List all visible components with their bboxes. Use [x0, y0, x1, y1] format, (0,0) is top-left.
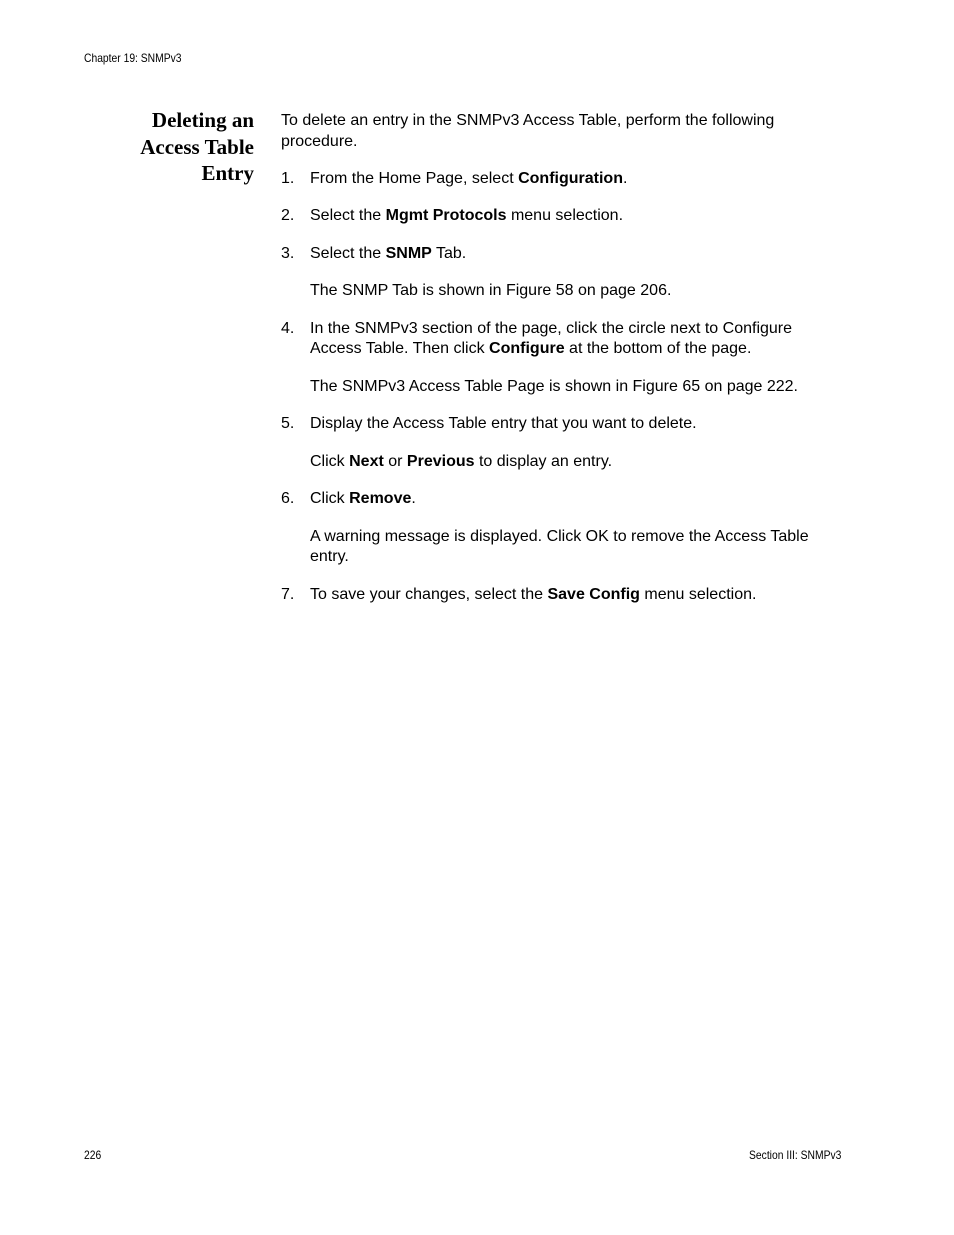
step-note	[310, 527, 843, 568]
step-number: 1.	[281, 169, 295, 187]
step-note-run: Click	[310, 452, 350, 470]
section-heading-line: Deleting an	[151, 108, 254, 132]
section-heading-line: Entry	[201, 161, 254, 185]
step-note-emphasis: Next	[349, 452, 384, 470]
step-text-emphasis: Mgmt Protocols	[385, 207, 507, 224]
step-text	[310, 169, 843, 190]
procedure-step	[281, 206, 843, 227]
step-text-emphasis: Remove	[349, 490, 412, 507]
step-text-run: .	[622, 169, 628, 187]
step-text	[310, 319, 843, 360]
procedure-step	[281, 414, 843, 472]
step-note-run: A warning message is displayed. Click OK to remove the Access Table entry.	[310, 527, 809, 565]
procedure-step	[281, 169, 843, 190]
step-text	[310, 489, 843, 510]
procedure-step	[281, 244, 843, 302]
procedure-steps	[281, 169, 843, 606]
step-text-run: Select the	[310, 207, 386, 224]
step-number: 2.	[281, 207, 295, 224]
step-number: 6.	[281, 490, 295, 507]
step-note-run: or	[383, 452, 407, 470]
step-text-run: Click	[310, 490, 350, 507]
step-text-run: .	[411, 490, 416, 507]
step-note	[310, 281, 843, 302]
procedure-step	[281, 319, 843, 398]
step-text-run: Select the	[310, 244, 386, 262]
intro-paragraph: To delete an entry in the SNMPv3 Access Table, perform the following procedure.	[281, 112, 775, 150]
step-text	[310, 414, 843, 435]
step-note-emphasis: Previous	[406, 452, 475, 470]
procedure-step	[281, 585, 843, 606]
running-header: Chapter 19: SNMPv3	[84, 51, 182, 65]
step-text-emphasis: SNMP	[385, 244, 432, 262]
step-text-emphasis: Configure	[489, 340, 565, 357]
page-number: 226	[84, 1148, 102, 1162]
step-text-run: Display the Access Table entry that you want to delete.	[310, 415, 697, 432]
step-text	[310, 206, 843, 227]
step-text-run: From the Home Page, select	[310, 169, 519, 187]
step-text-run: To save your changes, select the	[310, 585, 548, 603]
section-heading	[100, 107, 254, 187]
step-note-run: The SNMP Tab is shown in Figure 58 on page 206.	[310, 282, 672, 299]
procedure-body	[281, 111, 843, 622]
step-note	[310, 377, 843, 398]
step-text-run: at the bottom of the page.	[564, 340, 752, 357]
procedure-step	[281, 489, 843, 568]
step-text	[310, 244, 843, 265]
step-note-run: The SNMPv3 Access Table Page is shown in Figure 65 on page 222.	[310, 377, 798, 395]
step-text-emphasis: Configuration	[518, 169, 623, 187]
step-text-run: menu selection.	[639, 585, 757, 603]
step-number: 3.	[281, 244, 295, 262]
running-footer-section: Section III: SNMPv3	[748, 1148, 841, 1162]
section-heading-line: Access Table	[140, 134, 254, 159]
step-number: 7.	[281, 585, 295, 603]
step-number: 5.	[281, 415, 295, 432]
step-note	[310, 452, 843, 473]
step-text	[310, 585, 843, 606]
step-text-run: In the SNMPv3 section of the page, click the circle next to Configure Access Table. Then click	[310, 319, 793, 357]
step-text-run: menu selection.	[506, 207, 624, 224]
step-text-run: Tab.	[431, 244, 467, 262]
step-note-run: to display an entry.	[474, 452, 613, 470]
step-text-emphasis: Save Config	[547, 585, 640, 603]
step-number: 4.	[281, 319, 295, 337]
